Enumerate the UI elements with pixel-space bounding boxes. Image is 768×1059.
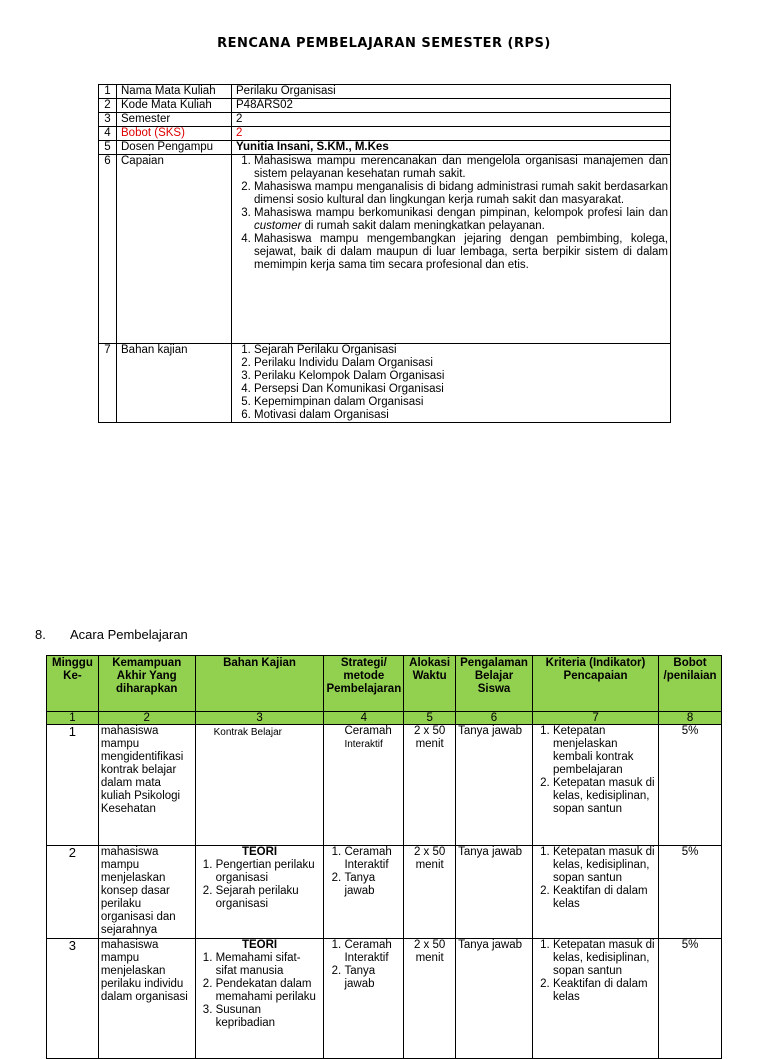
column-number: 4 <box>324 712 404 725</box>
material-text: Kontrak Belajar <box>213 727 282 738</box>
field-value: Yunitia Insani, S.KM., M.Kes <box>232 141 671 155</box>
material-title: TEORI <box>241 846 278 858</box>
time-allocation: 2 x 50 menit <box>404 725 456 846</box>
list-item: 1. Ketepatan menjelaskan kembali kontrak pembelajaran <box>553 725 656 777</box>
row-number: 4 <box>99 127 117 141</box>
week-number: 1 <box>47 725 99 846</box>
week-number: 2 <box>47 846 99 939</box>
column-number: 1 <box>47 712 99 725</box>
method <box>324 725 404 846</box>
criteria <box>532 939 658 1059</box>
criteria-list <box>535 846 656 911</box>
field-label: Dosen Pengampu <box>117 141 232 155</box>
row-number: 3 <box>99 113 117 127</box>
list-item: 2. Keaktifan di dalam kelas <box>553 978 656 1004</box>
list-item: 2. Tanya jawab <box>344 872 401 898</box>
row-number: 6 <box>99 155 117 344</box>
learning-experience: Tanya jawab <box>456 846 533 939</box>
time-allocation: 2 x 50 menit <box>404 846 456 939</box>
learning-experience: Tanya jawab <box>456 939 533 1059</box>
list-item: 2. Sejarah perilaku organisasi <box>216 885 322 911</box>
field-label: Bahan kajian <box>117 344 232 423</box>
criteria-list <box>535 725 656 816</box>
list-item: 6. Motivasi dalam Organisasi <box>254 409 668 422</box>
method <box>324 846 404 939</box>
field-label: Semester <box>117 113 232 127</box>
capaian-item: 4. Mahasiswa mampu mengembangkan jejaring dengan pembimbing, kolega, sejawat, baik di dalam maupun di luar lembaga, serta berpikir sistem di dalam memimpin kerja sama tim secara profesional dan etis. <box>254 233 668 272</box>
bahan-list-cell <box>232 344 671 423</box>
column-number: 7 <box>532 712 658 725</box>
schedule-row <box>47 939 722 1059</box>
weight: 5% <box>659 725 722 846</box>
column-header: Kemampuan Akhir Yang diharapkan <box>98 656 195 712</box>
row-number: 1 <box>99 85 117 99</box>
row-number: 7 <box>99 344 117 423</box>
row-number: 2 <box>99 99 117 113</box>
method-text: Ceramah <box>344 725 392 737</box>
study-material <box>195 939 324 1059</box>
customer-term: customer <box>254 220 302 232</box>
info-row <box>99 127 671 141</box>
list-item: 2. Pendekatan dalam memahami perilaku <box>216 978 322 1004</box>
schedule-row <box>47 725 722 846</box>
column-number: 3 <box>195 712 324 725</box>
list-item: 2. Ketepatan masuk di kelas, kedisiplinan, sopan santun <box>553 777 656 816</box>
criteria-list <box>535 939 656 1004</box>
study-material <box>195 725 324 846</box>
weight: 5% <box>659 846 722 939</box>
method-list <box>326 939 401 991</box>
column-header: Strategi/ metode Pembelajaran <box>324 656 404 712</box>
capaian-item: 3. Mahasiswa mampu berkomunikasi dengan pimpinan, kelompok profesi lain dan customer di rumah sakit dalam meningkatkan pelayanan. <box>254 207 668 233</box>
time-allocation: 2 x 50 menit <box>404 939 456 1059</box>
learning-schedule-table <box>46 655 722 1059</box>
column-header: Pengalaman Belajar Siswa <box>456 656 533 712</box>
list-item: 5. Kepemimpinan dalam Organisasi <box>254 396 668 409</box>
method-sub: Interaktif <box>344 739 383 750</box>
info-row <box>99 113 671 127</box>
field-label: Kode Mata Kuliah <box>117 99 232 113</box>
method-list <box>326 846 401 898</box>
list-item: 1. Memahami sifat-sifat manusia <box>216 952 322 978</box>
list-item: 3. Susunan kepribadian <box>216 1004 322 1030</box>
info-row-bahan <box>99 344 671 423</box>
field-value: P48ARS02 <box>232 99 671 113</box>
column-number: 6 <box>456 712 533 725</box>
column-number: 2 <box>98 712 195 725</box>
column-number: 8 <box>659 712 722 725</box>
list-item: 1. Ceramah Interaktif <box>344 939 401 965</box>
field-label: Bobot (SKS) <box>117 127 232 141</box>
learning-outcome: mahasiswa mampu menjelaskan konsep dasar perilaku organisasi dan sejarahnya <box>98 846 195 939</box>
week-number: 3 <box>47 939 99 1059</box>
material-list <box>198 952 322 1030</box>
field-value: 2 <box>232 113 671 127</box>
info-row <box>99 85 671 99</box>
list-item: 1. Ceramah Interaktif <box>344 846 401 872</box>
list-item: 1. Ketepatan masuk di kelas, kedisiplinan, sopan santun <box>553 846 656 885</box>
row-number: 5 <box>99 141 117 155</box>
list-item: 2. Tanya jawab <box>344 965 401 991</box>
method <box>324 939 404 1059</box>
column-number: 5 <box>404 712 456 725</box>
column-header: Bahan Kajian <box>195 656 324 712</box>
info-row <box>99 141 671 155</box>
document-title: RENCANA PEMBELAJARAN SEMESTER (RPS) <box>217 36 551 51</box>
list-item: 3. Perilaku Kelompok Dalam Organisasi <box>254 370 668 383</box>
list-item: 2. Keaktifan di dalam kelas <box>553 885 656 911</box>
section-label: Acara Pembelajaran <box>70 627 188 642</box>
field-label: Nama Mata Kuliah <box>117 85 232 99</box>
criteria <box>532 725 658 846</box>
material-title: TEORI <box>241 939 278 951</box>
info-row-capaian <box>99 155 671 344</box>
list-item: 2. Perilaku Individu Dalam Organisasi <box>254 357 668 370</box>
column-header: Minggu Ke- <box>47 656 99 712</box>
column-header: Alokasi Waktu <box>404 656 456 712</box>
column-header: Bobot /penilaian <box>659 656 722 712</box>
schedule-row <box>47 846 722 939</box>
learning-outcome: mahasiswa mampu mengidentifikasi kontrak belajar dalam mata kuliah Psikologi Kesehatan <box>98 725 195 846</box>
material-list <box>198 859 322 911</box>
learning-outcome: mahasiswa mampu menjelaskan perilaku individu dalam organisasi <box>98 939 195 1059</box>
weight: 5% <box>659 939 722 1059</box>
list-item: 1. Ketepatan masuk di kelas, kedisiplinan, sopan santun <box>553 939 656 978</box>
column-header: Kriteria (Indikator) Pencapaian <box>532 656 658 712</box>
capaian-list <box>236 155 668 272</box>
section-number: 8. <box>35 627 46 642</box>
bahan-kajian-list <box>236 344 668 422</box>
list-item: 4. Persepsi Dan Komunikasi Organisasi <box>254 383 668 396</box>
list-item: 1. Pengertian perilaku organisasi <box>216 859 322 885</box>
info-row <box>99 99 671 113</box>
learning-experience: Tanya jawab <box>456 725 533 846</box>
course-info-table <box>98 84 671 423</box>
field-value: Perilaku Organisasi <box>232 85 671 99</box>
study-material <box>195 846 324 939</box>
section-heading <box>35 627 188 642</box>
list-item: 1. Sejarah Perilaku Organisasi <box>254 344 668 357</box>
capaian-item: 2. Mahasiswa mampu menganalisis di bidang administrasi rumah sakit berdasarkan dimensi sosio kultural dan lingkungan kerja rumah sakit dan masyarakat. <box>254 181 668 207</box>
field-value: 2 <box>232 127 671 141</box>
capaian-list-cell <box>232 155 671 344</box>
criteria <box>532 846 658 939</box>
capaian-item: 1. Mahasiswa mampu merencanakan dan mengelola organisasi manajemen dan sistem pelayanan kesehatan rumah sakit. <box>254 155 668 181</box>
field-label: Capaian <box>117 155 232 344</box>
